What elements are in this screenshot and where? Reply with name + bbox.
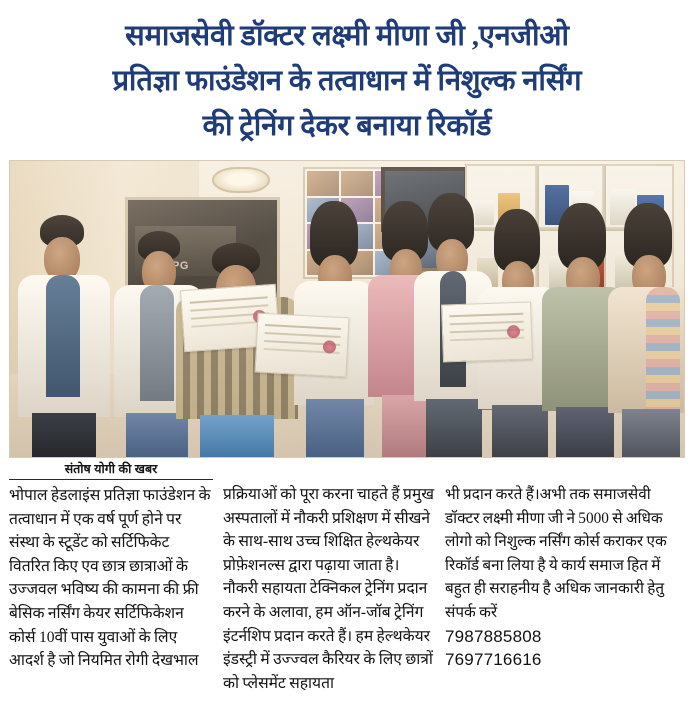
headline-line-2: प्रतिज्ञा फाउंडेशन के तत्वाधान में निशुल्क नर्सिंग <box>112 65 582 97</box>
headline-line-1: समाजसेवी डॉक्टर लक्ष्मी मीणा जी ,एनजीओ <box>125 20 569 52</box>
byline: संतोष योगी की खबर <box>9 462 213 480</box>
article-body <box>9 462 687 724</box>
contact-phone-2: 7697716616 <box>445 650 542 670</box>
contact-phone-1: 7987885808 <box>445 626 542 646</box>
column-2-spacer <box>223 462 435 483</box>
photo-scene <box>10 161 684 457</box>
column-3-text: भी प्रदान करते हैं।अभी तक समाजसेवी डॉक्टर लक्ष्मी मीणा जी ने 5000 से अधिक लोगो को निशुल्क नर्सिंग कोर्स कराकर एक रिकॉर्ड बना लिया है ये कार्य समाज हित में बहुत ही सराहनीय है अधिक जानकारी हेतु संपर्क करें <box>445 486 667 621</box>
people-group <box>10 161 684 457</box>
headline-line-3: की ट्रेनिंग देकर बनाया रिकॉर्ड <box>202 110 492 142</box>
page-headline <box>0 14 694 149</box>
article-column-1 <box>9 462 223 724</box>
article-column-3 <box>445 462 687 724</box>
article-column-2 <box>223 462 445 724</box>
certificate-3 <box>441 301 533 362</box>
article-photo <box>9 160 685 458</box>
column-2-text: प्रक्रियाओं को पूरा करना चाहते हैं प्रमुख अस्पतालों में नौकरी प्रशिक्षण में सीखने के साथ-साथ उच्च शिक्षित हेल्थकेयर प्रोफ़ेशनल्स द्वारा पढ़ाया जाता है। नौकरी सहायता टेक्निकल ट्रेनिंग प्रदान करने के अलावा, हम ऑन-जॉब ट्रेनिंग इंटर्नशिप प्रदान करते हैं। हम हेल्थकेयर इंडस्ट्री में उज्ज्वल कैरियर के लिए छात्रों को प्लेसमेंट सहायता <box>223 486 434 692</box>
column-3-spacer <box>445 462 687 483</box>
column-1-text: भोपाल हेडलाइंस प्रतिज्ञा फाउंडेशन के तत्वाधान में एक वर्ष पूर्ण होने पर संस्था के स्टूडेंट को सर्टिफिकेट वितरित किए एव छात्र छात्राओं के उज्जवल भविष्य की कामना की फ्री बेसिक नर्सिंग केयर सर्टिफिकेशन कोर्स 10वीं पास युवाओं के लिए आदर्श है जो नियमित रोगी देखभाल <box>9 487 211 670</box>
certificate-2 <box>254 313 349 378</box>
